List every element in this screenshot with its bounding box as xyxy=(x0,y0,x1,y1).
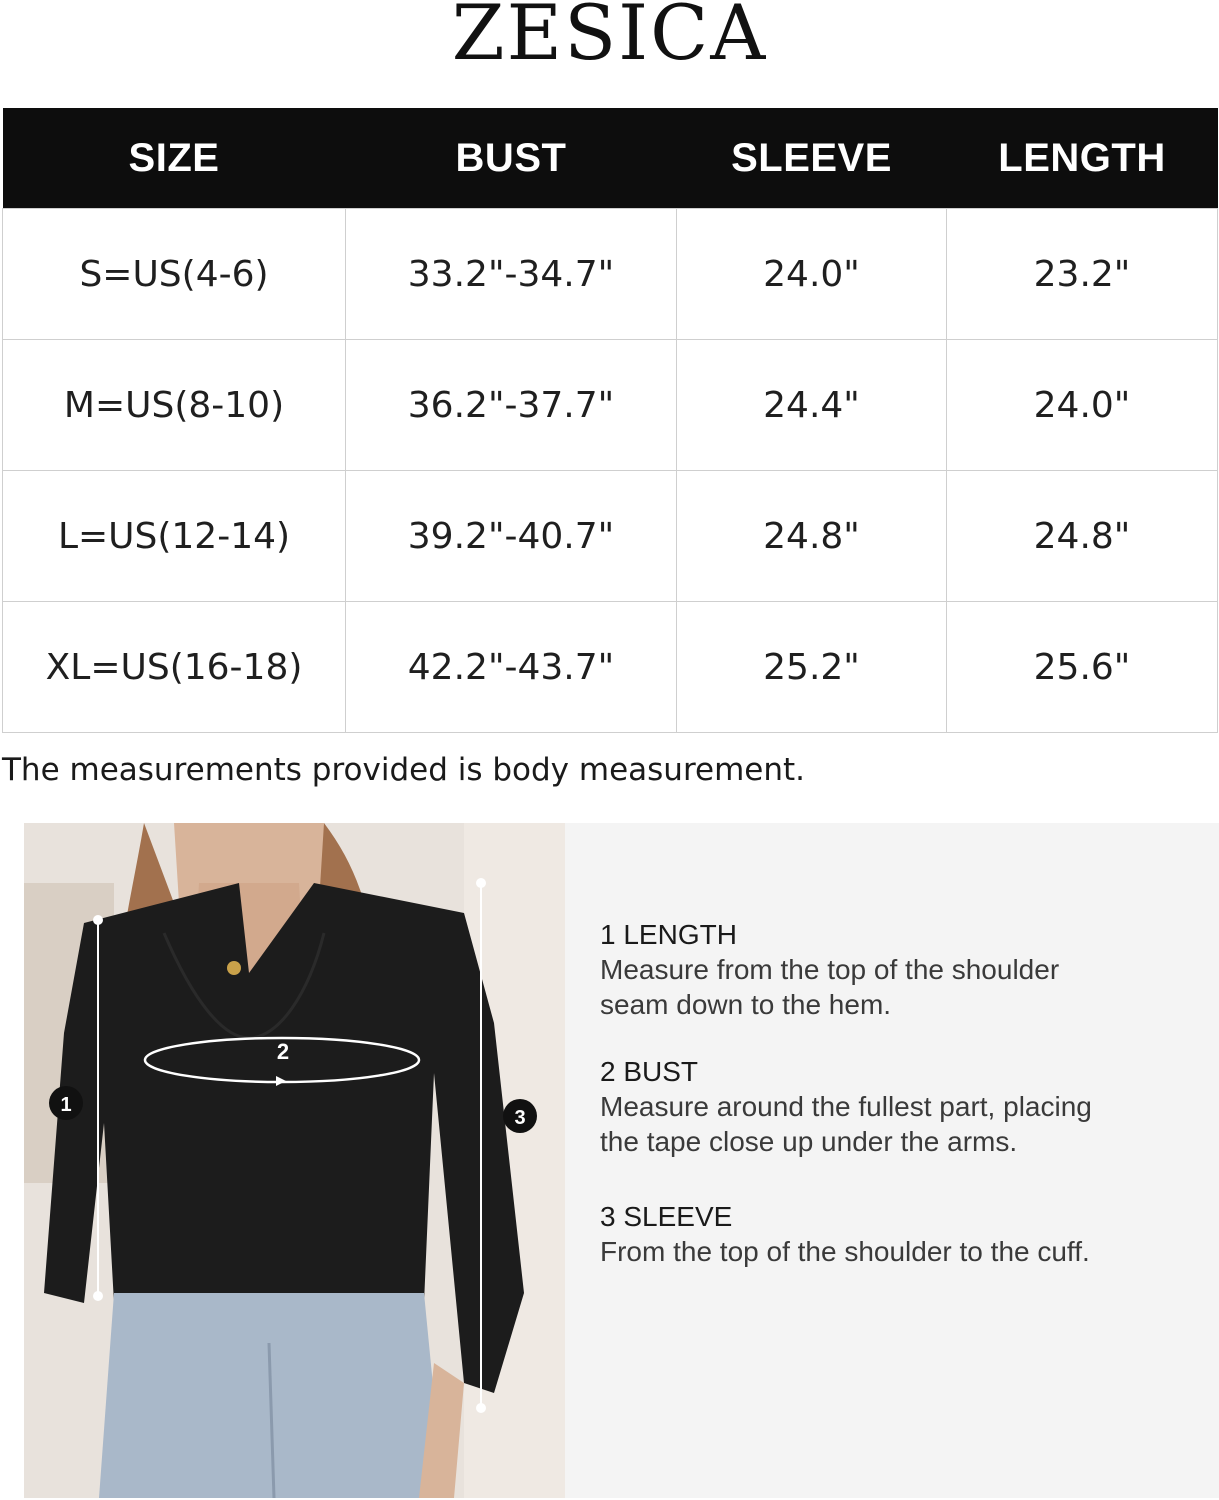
brand-logo: ZESICA xyxy=(451,0,768,77)
model-photo xyxy=(24,823,565,1498)
length-cell: 25.6" xyxy=(947,602,1218,733)
bust-cell: 39.2"-40.7" xyxy=(346,471,677,602)
model-illustration xyxy=(24,823,565,1498)
marker-bust: 2 xyxy=(276,1039,290,1064)
guide-text: Measure around the fullest part, placing xyxy=(600,1091,1092,1122)
guide-length xyxy=(600,918,1059,1022)
guide-heading: 1 LENGTH xyxy=(600,919,737,950)
bust-cell: 33.2"-34.7" xyxy=(346,209,677,340)
size-cell: S=US(4-6) xyxy=(3,209,346,340)
size-cell: L=US(12-14) xyxy=(3,471,346,602)
table-row xyxy=(3,471,1218,602)
sleeve-cell: 24.4" xyxy=(677,340,947,471)
guide-bust xyxy=(600,1055,1092,1159)
length-cell: 23.2" xyxy=(947,209,1218,340)
length-cell: 24.8" xyxy=(947,471,1218,602)
guide-text: Measure from the top of the shoulder xyxy=(600,954,1060,985)
size-chart-table xyxy=(2,108,1218,733)
sleeve-cell: 24.8" xyxy=(677,471,947,602)
measurement-note: The measurements provided is body measurement. xyxy=(2,752,806,788)
table-row xyxy=(3,340,1218,471)
column-header-sleeve: SLEEVE xyxy=(677,108,947,209)
guide-heading: 3 SLEEVE xyxy=(600,1201,733,1232)
guide-text: From the top of the shoulder to the cuff. xyxy=(600,1236,1090,1267)
column-header-bust: BUST xyxy=(346,108,677,209)
marker-sleeve: 3 xyxy=(514,1107,526,1129)
column-header-size: SIZE xyxy=(3,108,346,209)
size-cell: M=US(8-10) xyxy=(3,340,346,471)
guide-text: the tape close up under the arms. xyxy=(600,1126,1018,1157)
guide-sleeve xyxy=(600,1200,1090,1269)
length-cell: 24.0" xyxy=(947,340,1218,471)
marker-length: 1 xyxy=(60,1094,72,1116)
table-header-row xyxy=(3,108,1218,209)
sleeve-cell: 24.0" xyxy=(677,209,947,340)
bust-cell: 36.2"-37.7" xyxy=(346,340,677,471)
size-cell: XL=US(16-18) xyxy=(3,602,346,733)
guide-heading: 2 BUST xyxy=(600,1056,699,1087)
sleeve-cell: 25.2" xyxy=(677,602,947,733)
bust-cell: 42.2"-43.7" xyxy=(346,602,677,733)
guide-text: seam down to the hem. xyxy=(600,989,892,1020)
table-row xyxy=(3,602,1218,733)
column-header-length: LENGTH xyxy=(947,108,1218,209)
table-row xyxy=(3,209,1218,340)
